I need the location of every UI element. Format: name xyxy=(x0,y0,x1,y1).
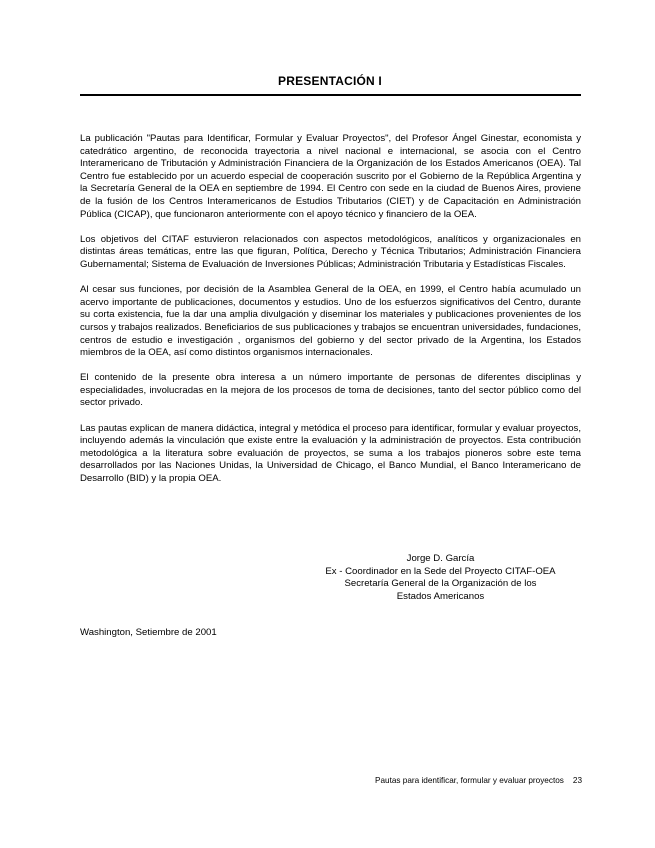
place-date: Washington, Setiembre de 2001 xyxy=(80,627,217,638)
title-divider xyxy=(80,94,581,96)
signature-org-line-2: Estados Americanos xyxy=(396,590,485,602)
paragraph-5: Las pautas explican de manera didáctica, integral y metódica el proceso para identificar, formular y evaluar proyectos, incluyendo además la vinculación que existe entre la evaluación y la administración de proyectos. Esta contribución metodológica a la literatura sobre evaluación de proyectos, se suma a los trabajos pioneros sobre este tema desarrollados por las Naciones Unidas, la Universidad de Chicago, el Banco Mundial, el Banco Interamericano de Desarrollo (BID) y la propia OEA. xyxy=(80,422,581,485)
page-footer xyxy=(375,775,582,786)
signature-block xyxy=(300,553,581,603)
signature-role: Ex - Coordinador en la Sede del Proyecto CITAF-OEA xyxy=(325,565,556,577)
paragraph-4: El contenido de la presente obra interesa a un número importante de personas de diferentes disciplinas y especialidades, involucradas en la mejora de los procesos de toma de decisiones, tanto del sector público como del sector privado. xyxy=(80,372,581,409)
paragraph-1: La publicación "Pautas para Identificar, Formular y Evaluar Proyectos", del Profesor Ángel Ginestar, economista y catedrático argentino, de reconocida trayectoria a nivel nacional e internacional, se asocia con el Centro Interamericano de Tributación y Administración Financiera de la Organización de los Estados Americanos (OEA). Tal Centro fue establecido por un acuerdo especial de cooperación suscrito por el Gobierno de la República Argentina y la Secretaría General de la OEA en septiembre de 1994. El Centro con sede en la ciudad de Buenos Aires, proviene de la fusión de los Centros Interamericanos de Estudios Tributarios (CIET) y de Capacitación en Administración Pública (CICAP), que funcionaron anteriormente con el apoyo técnico y financiero de la OEA. xyxy=(80,133,581,220)
page-number: 23 xyxy=(572,776,582,785)
signature-org-line-1: Secretaría General de la Organización de los xyxy=(344,578,537,590)
body-text xyxy=(80,133,581,498)
page-title: PRESENTACIÓN I xyxy=(278,74,382,88)
running-title: Pautas para identificar, formular y evaluar proyectos xyxy=(375,776,564,785)
paragraph-3: Al cesar sus funciones, por decisión de la Asamblea General de la OEA, en 1999, el Centro había acumulado un acervo importante de publicaciones, documentos y estudios. Uno de los esfuerzos significativos del Centro, durante su corta existencia, fue la dar una amplia divulgación y diseminar los materiales y publicaciones provenientes de los cursos y trabajos realizados. Beneficiarios de sus publicaciones y trabajos se encuentran universidades, fundaciones, centros de estudio e investigación , organismos del gobierno y del sector privado de la Argentina, los Estados miembros de la OEA, así como distintos organismos internacionales. xyxy=(80,284,581,359)
paragraph-2: Los objetivos del CITAF estuvieron relacionados con aspectos metodológicos, analíticos y organizacionales en distintas áreas temáticas, entre las que figuran, Política, Derecho y Técnica Tributarios; Administración Financiera Gubernamental; Sistema de Evaluación de Inversiones Públicas; Administración Tributaria y Estadísticas Fiscales. xyxy=(80,233,581,270)
signature-name: Jorge D. García xyxy=(406,553,475,564)
